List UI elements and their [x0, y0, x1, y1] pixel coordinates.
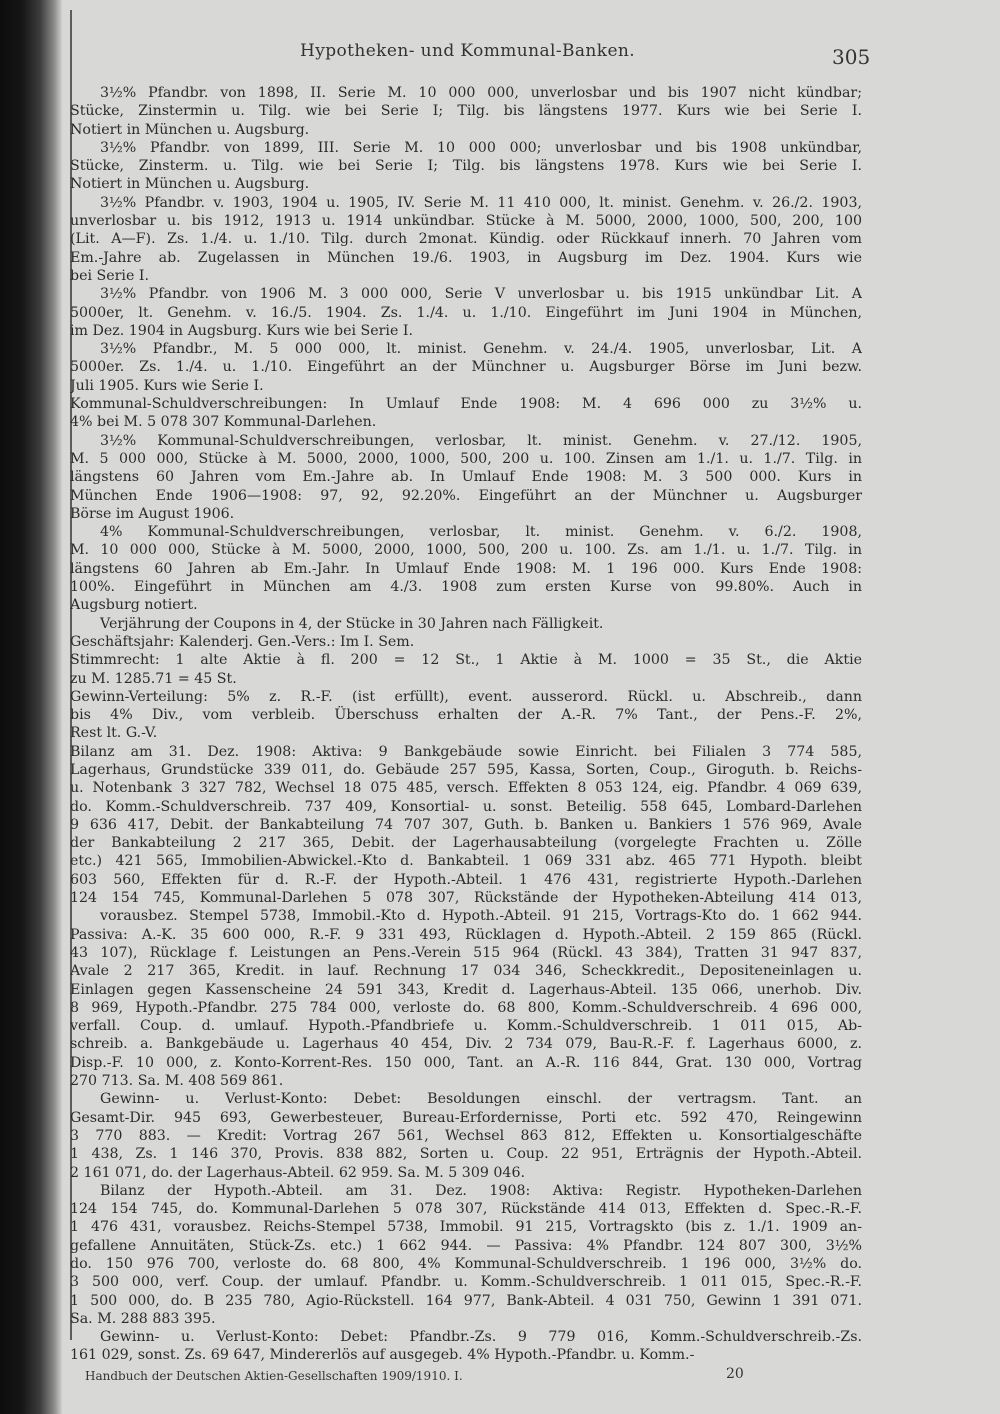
page-number: 305: [832, 45, 871, 69]
text-line: 3½% Pfandbr., M. 5 000 000, lt. minist. Genehm. v. 24./4. 1905, unverlosbar, Lit. A: [100, 341, 862, 358]
text-line: 3 500 000, verf. Coup. der umlauf. Pfandbr. u. Komm.-Schuldverschreib. 1 011 015, Spec.-R.-F.: [70, 1274, 862, 1291]
text-line: Bilanz der Hypoth.-Abteil. am 31. Dez. 1908: Aktiva: Registr. Hypotheken-Darlehen: [100, 1182, 862, 1199]
text-line: Stimmrecht: 1 alte Aktie à fl. 200 = 12 St., 1 Aktie à M. 1000 = 35 St., die Aktie: [70, 652, 862, 669]
text-line: Börse im August 1906.: [70, 505, 235, 522]
text-line: 8 969, Hypoth.-Pfandbr. 275 784 000, verloste do. 68 800, Komm.-Schuldverschreib. 4 696 000,: [70, 999, 862, 1016]
text-line: längstens 60 Jahren ab Em.-Jahr. In Umlauf Ende 1908: M. 1 196 000. Kurs Ende 1908:: [70, 560, 862, 577]
text-line: u. Notenbank 3 327 782, Wechsel 18 075 485, versch. Effekten 8 053 124, eig. Pfandbr. 4 069 639,: [70, 780, 862, 797]
text-line: Notiert in München u. Augsburg.: [70, 176, 310, 193]
text-line: 3½% Pfandbr. von 1899, III. Serie M. 10 000 000; unverlosbar und bis 1908 unkündbar,: [100, 139, 862, 156]
text-line: Einlagen gegen Kassenscheine 24 591 343, Kredit d. Lagerhaus-Abteil. 135 066, unerhob. Div.: [70, 981, 862, 998]
text-line: vorausbez. Stempel 5738, Immobil.-Kto d. Hypoth.-Abteil. 91 215, Vortrags-Kto do. 1 662 944.: [100, 908, 862, 925]
text-line: Gesamt-Dir. 945 693, Gewerbesteuer, Bureau-Erfordernisse, Porti etc. 592 470, Reingewinn: [70, 1109, 862, 1126]
text-line: 1 500 000, do. B 235 780, Agio-Rückstell. 164 977, Bank-Abteil. 4 031 750, Gewinn 1 391 071.: [70, 1292, 862, 1309]
footer-title: Handbuch der Deutschen Aktien-Gesellschaften 1909/1910. I.: [85, 1369, 463, 1383]
text-line: im Dez. 1904 in Augsburg. Kurs wie bei Serie I.: [70, 322, 413, 339]
text-line: München Ende 1906—1908: 97, 92, 92.20%. Eingeführt an der Münchner u. Augsburger: [70, 487, 862, 504]
text-line: M. 10 000 000, Stücke à M. 5000, 2000, 1000, 500, 200 u. 100. Zs. am 1./1. u. 1./7. Tilg. in: [70, 542, 862, 559]
text-line: Gewinn- u. Verlust-Konto: Debet: Besoldungen einschl. der vertragsm. Tant. an: [100, 1091, 862, 1108]
text-line: Avale 2 217 365, Kredit. in lauf. Rechnung 17 034 346, Scheckkredit., Depositeneinlagen u.: [70, 963, 862, 980]
text-line: Em.-Jahre ab. Zugelassen in München 19./6. 1903, in Augsburg im Dez. 1904. Kurs wie: [70, 249, 862, 266]
text-line: Rest lt. G.-V.: [70, 725, 158, 742]
text-line: 1 476 431, vorausbez. Reichs-Stempel 5738, Immobil. 91 215, Vortragskto (bis z. 1./1. 1909 an-: [70, 1219, 862, 1236]
text-line: verfall. Coup. d. umlauf. Hypoth.-Pfandbriefe u. Komm.-Schuldverschreib. 1 011 015, Ab-: [70, 1018, 862, 1035]
text-line: Bilanz am 31. Dez. 1908: Aktiva: 9 Bankgebäude sowie Einricht. bei Filialen 3 774 585,: [70, 743, 862, 760]
text-line: Juli 1905. Kurs wie Serie I.: [70, 377, 264, 394]
text-line: Augsburg notiert.: [70, 597, 198, 614]
text-line: schreib. a. Bankgebäude u. Lagerhaus 40 454, Div. 2 734 079, Bau-R.-F. f. Lagerhaus 6000, z.: [70, 1036, 862, 1053]
text-line: 43 107), Rücklage f. Leistungen an Pens.-Verein 515 964 (Rückl. 43 384), Tratten 31 947 837,: [70, 944, 862, 961]
body-text: [70, 84, 862, 1365]
text-line: Sa. M. 288 883 395.: [70, 1310, 216, 1327]
text-line: bis 4% Div., vom verbleib. Überschuss erhalten der A.-R. 7% Tant., der Pens.-F. 2%,: [70, 707, 862, 724]
text-line: Stücke, Zinsterm. u. Tilg. wie bei Serie I; Tilg. bis längstens 1978. Kurs wie bei Serie I.: [70, 158, 862, 175]
text-line: Passiva: A.-K. 35 600 000, R.-F. 9 331 493, Rücklagen d. Hypoth.-Abteil. 2 159 865 (Rückl.: [70, 926, 862, 943]
text-line: Gewinn-Verteilung: 5% z. R.-F. (ist erfüllt), event. ausserord. Rückl. u. Abschreib., dann: [70, 688, 862, 705]
text-line: Disp.-F. 10 000, z. Konto-Korrent-Res. 150 000, Tant. an A.-R. 116 844, Grat. 130 000, Vortrag: [70, 1054, 862, 1071]
running-head: Hypotheken- und Kommunal-Banken.: [300, 41, 636, 61]
text-line: längstens 60 Jahren vom Em.-Jahre ab. In Umlauf Ende 1908: M. 3 500 000. Kurs in: [70, 469, 862, 486]
text-line: Gewinn- u. Verlust-Konto: Debet: Pfandbr.-Zs. 9 779 016, Komm.-Schuldverschreib.-Zs.: [100, 1329, 862, 1346]
text-line: Stücke, Zinstermin u. Tilg. wie bei Serie I; Tilg. bis längstens 1977. Kurs wie bei Serie I.: [70, 103, 862, 120]
text-line: 4% bei M. 5 078 307 Kommunal-Darlehen.: [70, 414, 377, 431]
text-line: zu M. 1285.71 = 45 St.: [70, 670, 237, 687]
text-line: 3½% Pfandbr. v. 1903, 1904 u. 1905, IV. Serie M. 11 410 000, lt. minist. Genehm. v. 26./2. 1903,: [100, 194, 862, 211]
signature-mark: 20: [726, 1366, 744, 1382]
text-line: Verjährung der Coupons in 4, der Stücke in 30 Jahren nach Fälligkeit.: [100, 615, 604, 632]
text-line: 124 154 745, do. Kommunal-Darlehen 5 078 307, Rückstände 414 013, Effekten d. Spec.-R.-F.: [70, 1201, 862, 1218]
text-line: Geschäftsjahr: Kalenderj. Gen.-Vers.: Im I. Sem.: [70, 633, 415, 650]
text-line: unverlosbar u. bis 1912, 1913 u. 1914 unkündbar. Stücke à M. 5000, 2000, 1000, 500, 200, 100: [70, 213, 862, 230]
text-line: 3½% Pfandbr. von 1898, II. Serie M. 10 000 000, unverlosbar und bis 1907 nicht kündbar;: [100, 85, 862, 101]
text-line: 3½% Kommunal-Schuldverschreibungen, verlosbar, lt. minist. Genehm. v. 27./12. 1905,: [100, 432, 862, 449]
text-line: etc.) 421 565, Immobilien-Abwickel.-Kto d. Bankabteil. 1 069 331 abz. 465 771 Hypoth. bleibt: [70, 853, 862, 870]
text-line: gefallene Annuitäten, Stück-Zs. etc.) 1 662 944. — Passiva: 4% Pfandbr. 124 807 300, 3½%: [70, 1237, 862, 1254]
text-line: 161 029, sonst. Zs. 69 647, Mindererlös auf ausgegeb. 4% Hypoth.-Pfandbr. u. Komm.-: [70, 1347, 695, 1364]
text-line: M. 5 000 000, Stücke à M. 5000, 2000, 1000, 500, 200 u. 100. Zinsen am 1./1. u. 1./7. Tilg. in: [70, 450, 862, 467]
text-line: (Lit. A—F). Zs. 1./4. u. 1./10. Tilg. durch 2monat. Kündig. oder Rückkauf innerh. 70 Jahren vom: [70, 231, 862, 248]
text-line: 1 438, Zs. 1 146 370, Provis. 838 882, Sorten u. Coup. 22 951, Erträgnis der Hypoth.-Abteil.: [70, 1146, 862, 1163]
text-line: 4% Kommunal-Schuldverschreibungen, verlosbar, lt. minist. Genehm. v. 6./2. 1908,: [100, 524, 862, 541]
text-line: bei Serie I.: [70, 267, 149, 284]
binding-shadow: [0, 0, 62, 1414]
text-line: Notiert in München u. Augsburg.: [70, 121, 310, 138]
text-line: do. Komm.-Schuldverschreib. 737 409, Konsortial- u. sonst. Beteilig. 558 645, Lombard-Darlehen: [70, 798, 862, 815]
text-line: Lagerhaus, Grundstücke 339 011, do. Gebäude 257 595, Kassa, Sorten, Coup., Giroguth. b. Reichs-: [70, 761, 862, 778]
text-line: do. 150 976 700, verloste do. 68 800, 4% Kommunal-Schuldverschreib. 1 196 000, 3½% do.: [70, 1256, 862, 1272]
text-line: 3½% Pfandbr. von 1906 M. 3 000 000, Serie V unverlosbar u. bis 1915 unkündbar Lit. A: [100, 286, 862, 303]
text-line: 9 636 417, Debit. der Bankabteilung 74 707 307, Guth. b. Banken u. Bankiers 1 576 969, Avale: [70, 816, 862, 833]
text-line: 5000er, lt. Genehm. v. 16./5. 1904. Zs. 1./4. u. 1./10. Eingeführt im Juni 1904 in München,: [70, 304, 862, 321]
text-line: 124 154 745, Kommunal-Darlehen 5 078 307, Rückstände der Hypotheken-Abteilung 414 013,: [70, 890, 862, 907]
text-line: 100%. Eingeführt in München am 4./3. 1908 zum ersten Kurse von 99.80%. Auch in: [70, 579, 862, 596]
text-line: der Bankabteilung 2 217 365, Debit. der Lagerhausabteilung (vorgelegte Frachten u. Zölle: [70, 835, 862, 852]
text-line: 2 161 071, do. der Lagerhaus-Abteil. 62 959. Sa. M. 5 309 046.: [70, 1164, 525, 1181]
text-line: 5000er. Zs. 1./4. u. 1./10. Eingeführt an der Münchner u. Augsburger Börse im Juni bezw.: [70, 359, 862, 376]
text-line: 270 713. Sa. M. 408 569 861.: [70, 1073, 284, 1090]
text-line: 603 560, Effekten für d. R.-F. der Hypoth.-Abteil. 1 476 431, registrierte Hypoth.-Darlehen: [70, 871, 862, 888]
text-line: 3 770 883. — Kredit: Vortrag 267 561, Wechsel 863 812, Effekten u. Konsortialgeschäfte: [70, 1127, 862, 1144]
text-line: Kommunal-Schuldverschreibungen: In Umlauf Ende 1908: M. 4 696 000 zu 3½% u.: [70, 396, 862, 413]
